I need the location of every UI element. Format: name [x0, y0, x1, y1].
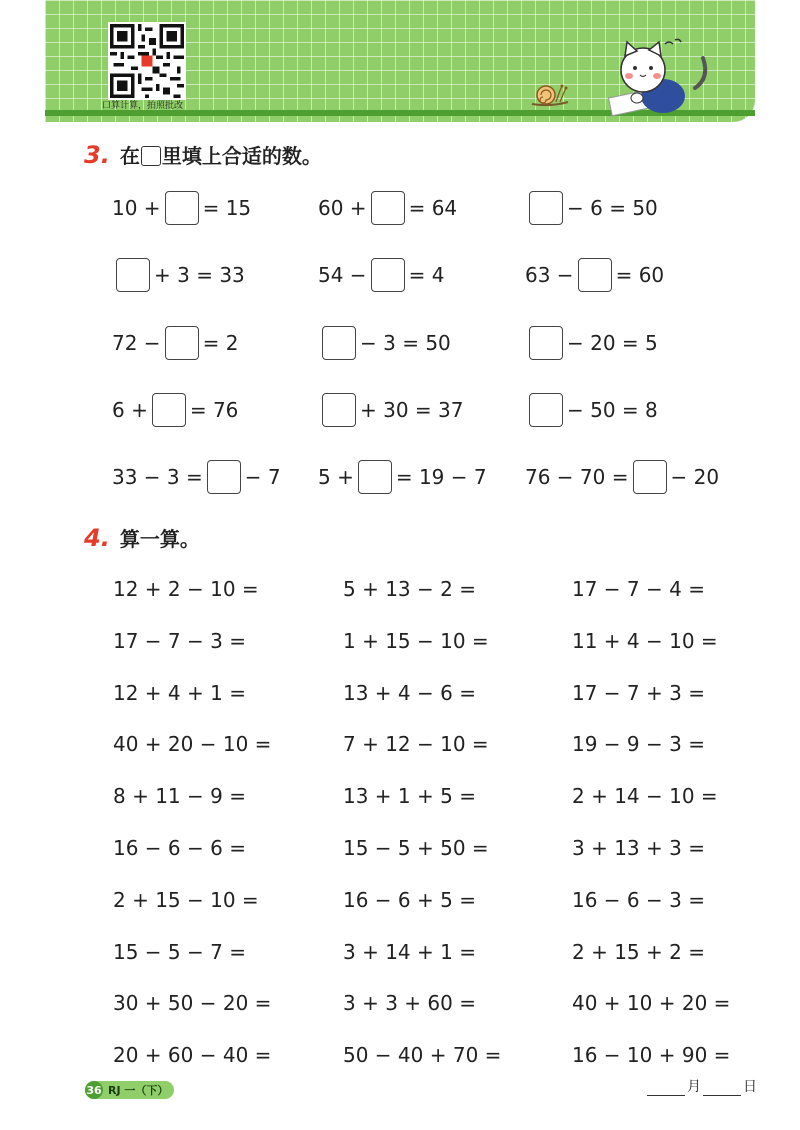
equation-right: = 19 − 7 — [395, 465, 487, 489]
page-number: 36 — [85, 1081, 103, 1099]
answer-box[interactable] — [207, 460, 241, 494]
snail-icon — [530, 80, 570, 108]
fill-equation — [525, 257, 664, 293]
calculation-item: 16 − 6 + 5 = — [343, 888, 476, 912]
fill-equation — [525, 392, 658, 428]
cat-illustration — [605, 38, 715, 118]
equation-right: − 20 = 5 — [567, 331, 658, 355]
equation-left: 54 − — [318, 263, 367, 287]
equation-left: 6 + — [112, 398, 148, 422]
section-number: 4. — [84, 524, 110, 552]
calculation-item: 3 + 14 + 1 = — [343, 940, 476, 964]
section-4-title — [84, 523, 200, 552]
fill-equation — [112, 459, 281, 495]
equation-right: = 4 — [408, 263, 445, 287]
equation-left: 10 + — [112, 196, 161, 220]
equation-right: = 15 — [202, 196, 252, 220]
fill-equation — [112, 257, 245, 293]
fill-equation — [112, 392, 238, 428]
fill-equation — [525, 459, 719, 495]
calculation-item: 16 − 6 − 6 = — [113, 836, 246, 860]
edition-label: RJ 一（下） — [108, 1084, 169, 1097]
month-label: 月 — [687, 1079, 701, 1095]
calculation-item: 1 + 15 − 10 = — [343, 629, 489, 653]
calculation-item: 19 − 9 − 3 = — [572, 732, 705, 756]
equation-right: = 2 — [202, 331, 239, 355]
equation-right: + 3 = 33 — [154, 263, 245, 287]
equation-right: − 6 = 50 — [567, 196, 658, 220]
answer-box[interactable] — [529, 326, 563, 360]
fill-equation — [318, 459, 487, 495]
equation-left: 33 − 3 = — [112, 465, 203, 489]
answer-box-sample — [141, 146, 161, 166]
equation-right: = 76 — [189, 398, 239, 422]
fill-equation — [318, 325, 451, 361]
answer-box[interactable] — [165, 326, 199, 360]
calculation-item: 3 + 13 + 3 = — [572, 836, 705, 860]
answer-box[interactable] — [371, 258, 405, 292]
answer-box[interactable] — [371, 191, 405, 225]
calculation-item: 17 − 7 + 3 = — [572, 681, 705, 705]
fill-equation — [318, 257, 444, 293]
answer-box[interactable] — [358, 460, 392, 494]
calculation-item: 11 + 4 − 10 = — [572, 629, 718, 653]
equation-left: 76 − 70 = — [525, 465, 629, 489]
section-title-pre: 在 — [119, 144, 140, 168]
calculation-item: 16 − 6 − 3 = — [572, 888, 705, 912]
calculation-item: 13 + 1 + 5 = — [343, 784, 476, 808]
equation-left: 5 + — [318, 465, 354, 489]
calculation-item: 12 + 2 − 10 = — [113, 577, 259, 601]
answer-box[interactable] — [529, 191, 563, 225]
calculation-item: 3 + 3 + 60 = — [343, 991, 476, 1015]
calculation-item: 8 + 11 − 9 = — [113, 784, 246, 808]
fill-equation — [318, 190, 457, 226]
answer-box[interactable] — [633, 460, 667, 494]
equation-right: − 50 = 8 — [567, 398, 658, 422]
month-blank[interactable] — [647, 1081, 685, 1096]
equation-right: = 60 — [615, 263, 665, 287]
fill-equation — [112, 325, 238, 361]
qr-code-icon[interactable] — [108, 22, 186, 100]
calculation-item: 30 + 50 − 20 = — [113, 991, 272, 1015]
calculation-item: 40 + 10 + 20 = — [572, 991, 731, 1015]
section-3-title — [84, 140, 322, 169]
equation-left: 63 − — [525, 263, 574, 287]
equation-left: 72 − — [112, 331, 161, 355]
calculation-item: 40 + 20 − 10 = — [113, 732, 272, 756]
fill-equation — [318, 392, 464, 428]
answer-box[interactable] — [578, 258, 612, 292]
equation-right: − 3 = 50 — [360, 331, 451, 355]
calculation-item: 16 − 10 + 90 = — [572, 1043, 731, 1067]
section-title: 算一算。 — [119, 527, 200, 551]
answer-box[interactable] — [529, 393, 563, 427]
calculation-item: 17 − 7 − 3 = — [113, 629, 246, 653]
date-line — [645, 1076, 757, 1096]
calculation-item: 5 + 13 − 2 = — [343, 577, 476, 601]
fill-equation — [525, 325, 658, 361]
equation-right: = 64 — [408, 196, 458, 220]
fill-equation — [525, 190, 658, 226]
page-badge — [85, 1081, 174, 1099]
section-number: 3. — [84, 141, 110, 169]
answer-box[interactable] — [165, 191, 199, 225]
section-title-post: 里填上合适的数。 — [161, 144, 322, 168]
answer-box[interactable] — [152, 393, 186, 427]
calculation-item: 2 + 15 − 10 = — [113, 888, 259, 912]
calculation-item: 17 − 7 − 4 = — [572, 577, 705, 601]
qr-caption: 口算计算，拍照批改 — [102, 101, 184, 111]
answer-box[interactable] — [322, 326, 356, 360]
calculation-item: 13 + 4 − 6 = — [343, 681, 476, 705]
answer-box[interactable] — [116, 258, 150, 292]
calculation-item: 15 − 5 − 7 = — [113, 940, 246, 964]
calculation-item: 20 + 60 − 40 = — [113, 1043, 272, 1067]
equation-right: − 20 — [670, 465, 720, 489]
calculation-item: 12 + 4 + 1 = — [113, 681, 246, 705]
equation-right: − 7 — [244, 465, 281, 489]
fill-equation — [112, 190, 251, 226]
equation-left: 60 + — [318, 196, 367, 220]
answer-box[interactable] — [322, 393, 356, 427]
calculation-item: 15 − 5 + 50 = — [343, 836, 489, 860]
equation-right: + 30 = 37 — [360, 398, 464, 422]
calculation-item: 50 − 40 + 70 = — [343, 1043, 502, 1067]
calculation-item: 2 + 14 − 10 = — [572, 784, 718, 808]
calculation-item: 2 + 15 + 2 = — [572, 940, 705, 964]
day-blank[interactable] — [703, 1081, 741, 1096]
day-label: 日 — [743, 1079, 757, 1095]
calculation-item: 7 + 12 − 10 = — [343, 732, 489, 756]
